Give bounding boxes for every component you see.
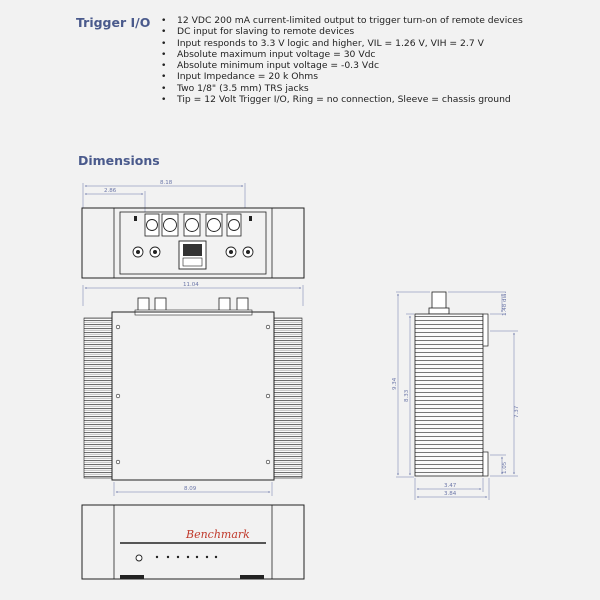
list-item: • DC input for slaving to remote devices [160,26,523,37]
status-led [206,556,208,558]
side-jack-label: 1.48 dia. [502,291,508,316]
dimensions-heading: Dimensions [78,153,160,168]
side-depth-total-label: 3.84 [444,491,457,497]
side-height-upper-label: 7.37 [514,405,520,418]
benchmark-logo: Benchmark [186,528,250,541]
rear-view [82,180,304,278]
xlr-connector [227,214,241,236]
list-item: • Tip = 12 Volt Trigger I/O, Ring = no connection, Sleeve = chassis ground [160,94,523,105]
status-led [177,556,179,558]
dimensions-drawing [0,168,600,600]
top-depth-label: 8.09 [184,486,197,492]
side-depth-body-label: 3.47 [444,483,457,489]
status-led [167,556,169,558]
list-item: • Absolute minimum input voltage = -0.3 Vdc [160,60,523,71]
power-button[interactable] [136,555,142,561]
power-inlet [179,241,206,269]
xlr-connector [162,214,178,236]
top-width-label: 11.04 [183,282,199,288]
rear-width-label: 8.18 [160,180,173,186]
side-height-body-label: 8.33 [404,389,410,402]
status-led [187,556,189,558]
top-view [83,282,303,496]
status-led [156,556,158,558]
status-led [215,556,217,558]
status-led [196,556,198,558]
trigger-io-heading: Trigger I/O [76,15,151,30]
list-item: • Input Impedance = 20 k Ohms [160,71,523,82]
list-item: • Input responds to 3.3 V logic and higher, VIL = 1.26 V, VIH = 2.7 V [160,38,523,49]
side-height-total-label: 9.34 [392,377,398,390]
xlr-connector [145,214,159,236]
list-item: • Absolute maximum input voltage = 30 Vdc [160,49,523,60]
trigger-jack [134,216,137,221]
trigger-jack [249,216,252,221]
front-view [82,505,304,579]
side-view [392,292,520,500]
trigger-spec-list [160,15,523,105]
xlr-connector [206,214,222,236]
list-item: • Two 1/8" (3.5 mm) TRS jacks [160,83,523,94]
list-item: • 12 VDC 200 mA current-limited output to trigger turn-on of remote devices [160,15,523,26]
side-foot-label: 1.05 [502,461,508,474]
rear-offset-label: 2.86 [104,188,117,194]
xlr-connector [184,214,200,236]
